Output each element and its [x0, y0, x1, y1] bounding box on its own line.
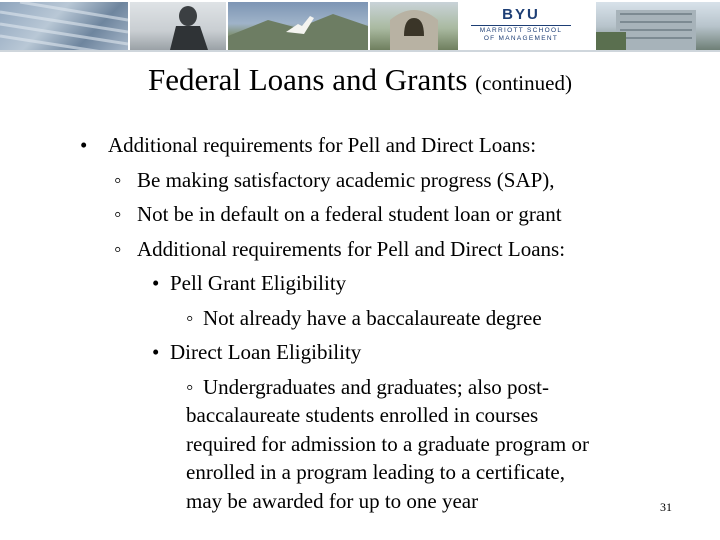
- stripes-graphic: [0, 2, 128, 50]
- statue-icon: [130, 2, 226, 50]
- bullet-item: Pell Grant Eligibility: [170, 271, 347, 295]
- slide-title-suffix: (continued): [475, 71, 572, 95]
- banner-photo-building: [596, 2, 720, 50]
- banner-photo-bell: [370, 2, 458, 50]
- slide-title-main: Federal Loans and Grants: [148, 62, 468, 97]
- logo-wordmark: BYU: [502, 6, 540, 23]
- mountain-y-icon: [228, 2, 368, 50]
- sub-bullet-item-line: may be awarded for up to one year: [186, 488, 479, 513]
- sub-bullet-marker: ◦: [114, 202, 122, 226]
- sub-bullet-item: Not be in default on a federal student loan or grant: [137, 202, 562, 226]
- sub-bullet-marker: ◦: [186, 374, 194, 399]
- sub-bullet-item: Additional requirements for Pell and Direct Loans:: [137, 236, 566, 261]
- logo-rule: [471, 25, 571, 26]
- banner-photo-statue: [130, 2, 226, 50]
- bullet-marker: •: [152, 340, 160, 364]
- banner-photo-mountain: [228, 2, 368, 50]
- bullet-marker: •: [152, 271, 160, 295]
- sub-bullet-item: Not already have a baccalaureate degree: [203, 305, 542, 330]
- sub-bullet-item: Be making satisfactory academic progress (SAP),: [137, 167, 555, 192]
- slide-title: [0, 62, 720, 101]
- header-banner: [0, 0, 720, 52]
- sub-bullet-item-line: Undergraduates and graduates; also post-: [203, 374, 550, 399]
- page-number: 31: [660, 500, 672, 514]
- banner-divider: [0, 50, 720, 52]
- sub-bullet-marker: ◦: [186, 305, 194, 330]
- bullet-marker: •: [80, 133, 88, 157]
- logo-school-line2: OF MANAGEMENT: [483, 35, 559, 42]
- sub-bullet-marker: ◦: [114, 167, 122, 192]
- sub-bullet-item-line: baccalaureate students enrolled in courses: [186, 403, 539, 427]
- banner-photo-sky: [0, 2, 128, 50]
- building-icon: [596, 2, 720, 50]
- sub-bullet-marker: ◦: [114, 236, 122, 261]
- logo-school-line1: MARRIOTT SCHOOL: [479, 27, 563, 34]
- sub-bullet-item-line: enrolled in a program leading to a certificate,: [186, 460, 565, 484]
- bullet-item: Direct Loan Eligibility: [170, 340, 362, 364]
- sub-bullet-item-line: required for admission to a graduate program or: [186, 431, 589, 456]
- byu-logo: [462, 4, 580, 46]
- bullet-item: Additional requirements for Pell and Direct Loans:: [108, 133, 537, 157]
- bell-icon: [370, 2, 458, 50]
